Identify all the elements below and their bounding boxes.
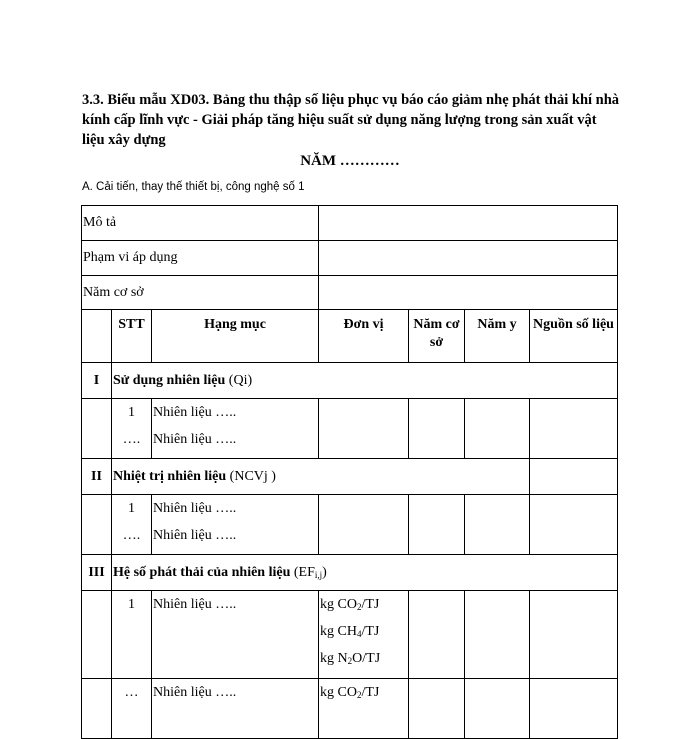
section-ii-items — [82, 495, 618, 555]
unit-ch4: kg $CH_4/TJ$ — [320, 624, 380, 639]
section-iii-label: Hệ số phát thải của nhiên liệu $(EF_{i,j})$ — [112, 555, 618, 591]
mo-ta-label: Mô tả — [82, 206, 319, 241]
section-iii-stt-1: 1 — [112, 591, 152, 679]
section-i-stt: 1 …. — [112, 399, 152, 459]
mo-ta-value[interactable] — [319, 206, 618, 241]
unit-n2o: kg $N_2O/TJ$ — [320, 651, 381, 666]
section-iii-units-1 — [319, 591, 409, 679]
section-ii-label: Nhiệt trị nhiên liệu (NCVj ) — [112, 459, 530, 495]
document-title: 3.3. Biểu mẫu XD03. Bảng thu thập số liệu phục vụ báo cáo giảm nhẹ phát thải khí nhà kính cấp lĩnh vực - Giải pháp tăng hiệu suất sử dụng năng lượng trong sản xuất vật liệu xây dựng — [82, 92, 620, 148]
unit-co2: kg $CO_2/TJ$ — [320, 597, 380, 612]
section-row-i — [82, 363, 618, 399]
header-nam-co-so: Năm cơ sở — [409, 310, 465, 363]
section-iii-item-2-label: Nhiên liệu ….. — [152, 679, 319, 739]
header-stt: STT — [112, 310, 152, 363]
section-iii-item-1-label: Nhiên liệu ….. — [152, 591, 319, 679]
header-don-vi: Đơn vị — [319, 310, 409, 363]
header-row — [82, 310, 618, 363]
section-ii-item: Nhiên liệu ….. Nhiên liệu ….. — [152, 495, 319, 555]
section-subtitle: A. Cải tiến, thay thế thiết bị, công nghệ số 1 — [82, 181, 305, 193]
nam-co-so-label: Năm cơ sở — [82, 276, 319, 310]
unit-co2: kg $CO_2/TJ$ — [320, 685, 380, 700]
section-ii-stt: 1 …. — [112, 495, 152, 555]
header-nguon-so-lieu: Nguồn số liệu — [530, 310, 618, 363]
section-iii-item-2 — [82, 679, 618, 739]
section-i-items — [82, 399, 618, 459]
section-i-roman: I — [82, 363, 112, 399]
section-i-label: Sử dụng nhiên liệu (Qi) — [112, 363, 618, 399]
section-i-item: Nhiên liệu ….. Nhiên liệu ….. — [152, 399, 319, 459]
row-pham-vi — [82, 241, 618, 276]
year-line: NĂM ………… — [300, 153, 400, 169]
section-ii-roman: II — [82, 459, 112, 495]
section-row-ii — [82, 459, 618, 495]
nam-co-so-value[interactable] — [319, 276, 618, 310]
header-nam-y: Năm y — [465, 310, 530, 363]
row-mo-ta — [82, 206, 618, 241]
pham-vi-value[interactable] — [319, 241, 618, 276]
section-iii-item-1 — [82, 591, 618, 679]
row-nam-co-so — [82, 276, 618, 310]
section-iii-stt-2: … — [112, 679, 152, 739]
section-iii-units-2 — [319, 679, 409, 739]
section-row-iii — [82, 555, 618, 591]
section-iii-roman: III — [82, 555, 112, 591]
pham-vi-label: Phạm vi áp dụng — [82, 241, 319, 276]
header-blank — [82, 310, 112, 363]
header-hang-muc: Hạng mục — [152, 310, 319, 363]
data-collection-table — [81, 205, 618, 739]
